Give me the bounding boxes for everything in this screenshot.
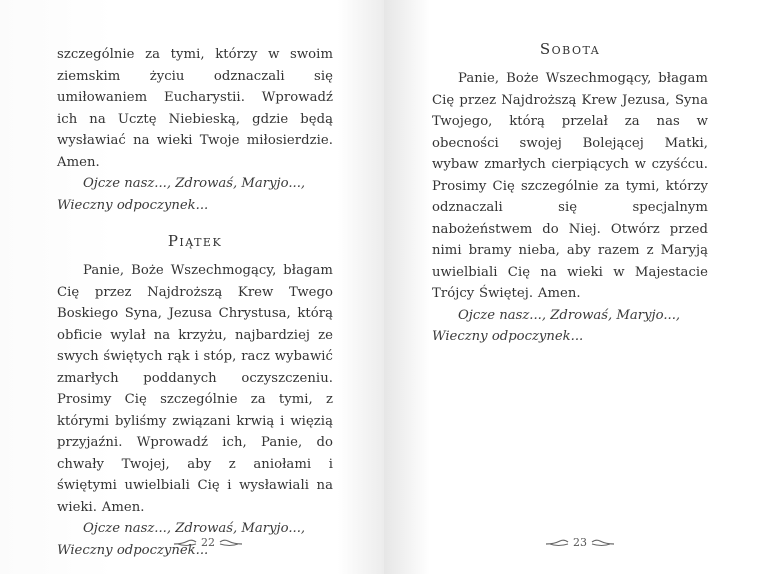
page-number-22: 22: [201, 535, 215, 549]
left-ornament-icon: [172, 535, 198, 549]
left-paragraph-piatek: Panie, Boże Wszechmogący, błagam Cię przez Najdroższą Krew Twego Boskiego Syna, Jezusa Chrystusa, którą obficie wylał na krzyżu, najbardziej ze swych świętych rąk i stóp, racz wybawić zmarłych poddanych oczyszczeniu. Prosimy Cię szczególnie za tymi, z którymi byliśmy związani krwią i więzią przyjaźni. Wprowadź ich, Panie, do chwały Twojej, aby z aniołami i świętymi uwielbiali Cię i wysławiali na wieki. Amen.: [57, 263, 333, 515]
left-page-number: [172, 535, 244, 549]
left-prayer-1: Ojcze nasz..., Zdrowaś, Maryjo..., Wieczny odpoczynek...: [57, 176, 306, 213]
right-prayer-1: Ojcze nasz..., Zdrowaś, Maryjo..., Wieczny odpoczynek...: [432, 307, 681, 344]
right-ornament-icon: [218, 535, 244, 549]
right-ornament-icon: [590, 535, 616, 549]
left-prayer-2: Ojcze nasz..., Zdrowaś, Maryjo..., Wieczny odpoczynek...: [57, 521, 306, 558]
right-paragraph-sobota: Panie, Boże Wszechmogący, błagam Cię przez Najdroższą Krew Jezusa, Syna Twojego, którą przelał za nas w obecności swojej Bolejącej Matki, wybaw zmarłych cierpiących w czyśćcu. Prosimy Cię szczególnie za tymi, którzy odznaczali się specjalnym nabożeństwem do Niej. Otwórz przed nimi bramy nieba, aby razem z Maryją uwielbiali Cię na wieki w Majestacie Trójcy Świętej. Amen.: [432, 71, 708, 301]
page-number-23: 23: [573, 535, 587, 549]
right-page: [384, 0, 768, 574]
left-text-column: [57, 0, 333, 561]
left-ornament-icon: [544, 535, 570, 549]
heading-piatek: Piątek: [167, 232, 223, 250]
heading-sobota: Sobota: [539, 40, 601, 58]
right-page-number: [544, 535, 616, 549]
left-paragraph-continued: szczególnie za tymi, którzy w swoim ziemskim życiu odznaczali się umiłowaniem Eucharystii. Wprowadź ich na Ucztę Niebieską, gdzie będą wysławiać na wieki Twoje miłosierdzie. Amen.: [57, 47, 333, 170]
right-text-column: [432, 0, 708, 348]
